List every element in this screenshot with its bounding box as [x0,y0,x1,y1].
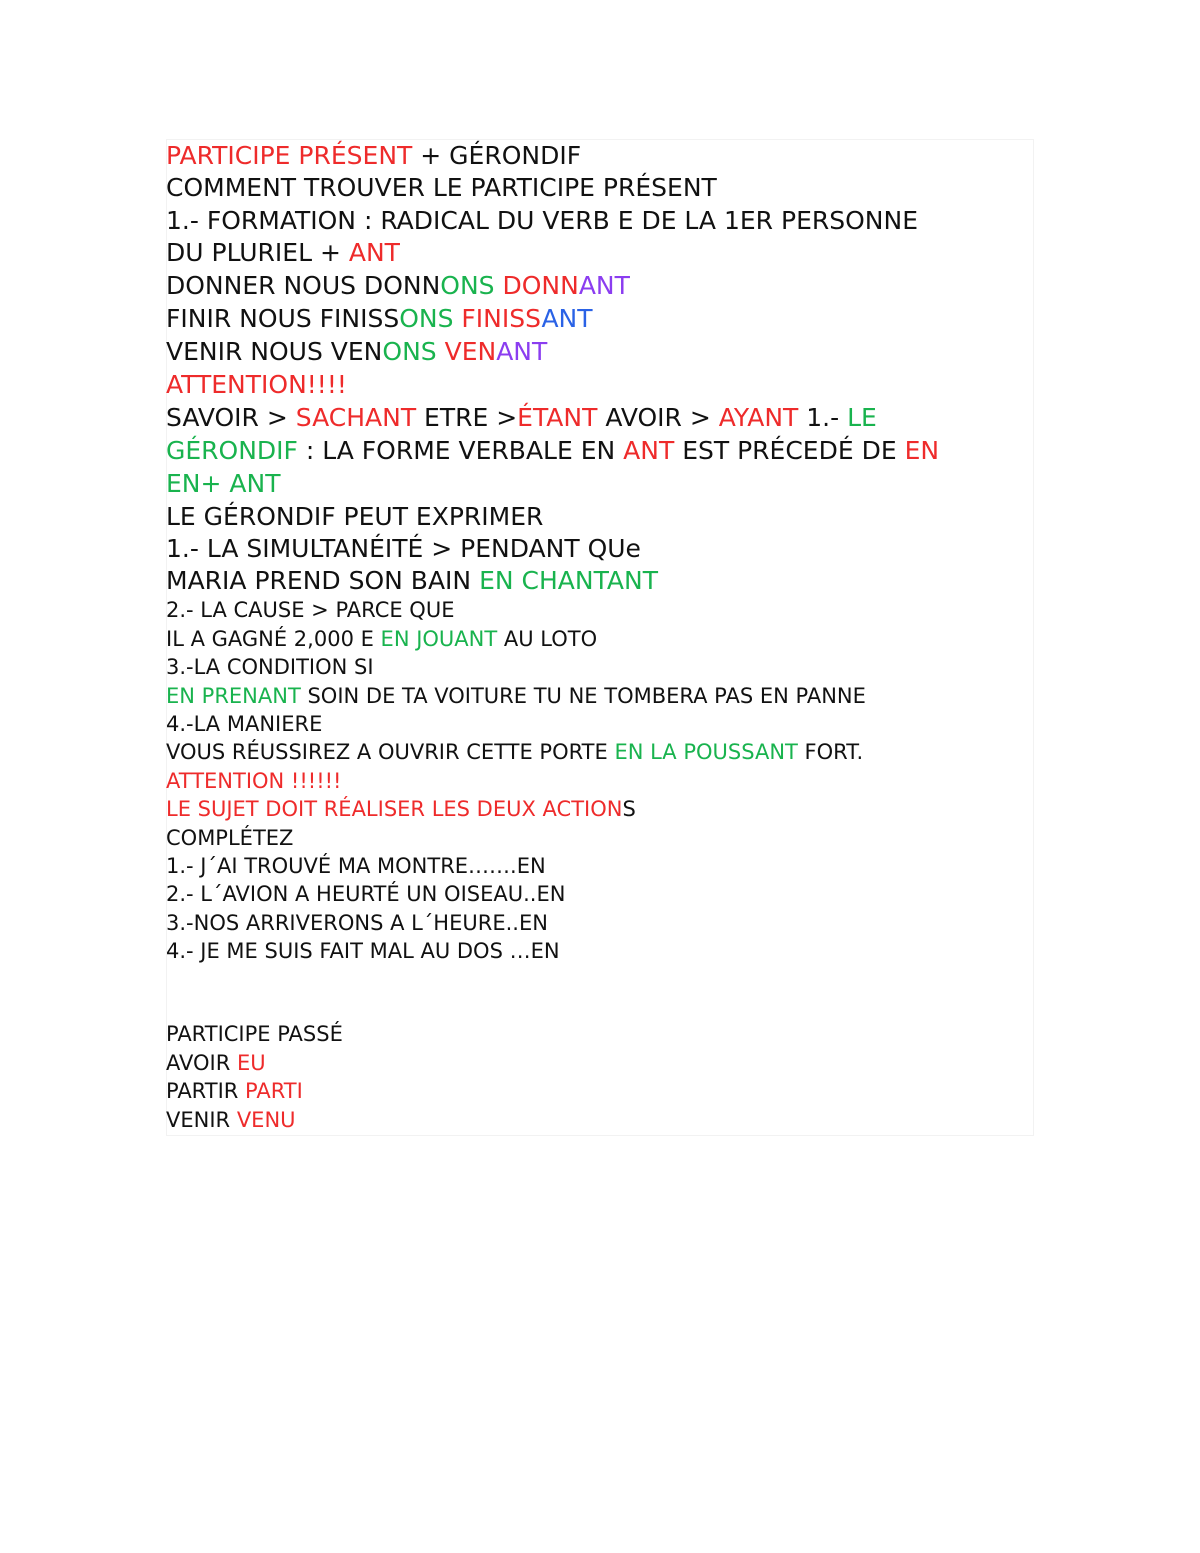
doc-line [166,438,939,463]
line-segment: 1.- LA SIMULTANÉITÉ > PENDANT QUe [166,534,641,563]
line-segment: SOIN DE TA VOITURE TU NE TOMBERA PAS EN PANNE [300,684,866,708]
line-segment: 4.- JE ME SUIS FAIT MAL AU DOS …EN [166,939,560,963]
line-segment: ÉTANT [517,403,598,432]
line-segment: 3.-LA CONDITION SI [166,655,374,679]
line-segment: ANT [348,238,400,267]
line-segment: IL A GAGNÉ 2,000 E [166,627,381,651]
line-segment: EN LA POUSSANT [614,740,798,764]
doc-line [166,568,658,593]
line-segment: AYANT [718,403,799,432]
doc-line [166,273,630,298]
line-segment: EN PRENANT [166,684,301,708]
doc-line [166,742,863,763]
line-segment: 1.- [798,403,848,432]
line-segment: ONS [382,337,437,366]
line-segment: COMPLÉTEZ [166,826,294,850]
doc-line [166,240,400,265]
line-segment: EN [904,436,940,465]
line-segment: 1.- FORMATION : RADICAL DU VERB E DE LA 1ER PERSONNE [166,206,918,235]
doc-line [166,714,322,735]
doc-line [166,799,636,820]
line-segment: SACHANT [295,403,417,432]
line-segment: DONN [502,271,579,300]
line-segment: ETRE > [416,403,518,432]
line-segment: 2.- L´AVION A HEURTÉ UN OISEAU..EN [166,882,566,906]
doc-line [166,657,374,678]
doc-line [166,143,581,168]
doc-line [166,856,546,877]
line-segment: EN JOUANT [380,627,498,651]
line-segment: VOUS RÉUSSIREZ A OUVRIR CETTE PORTE [166,740,615,764]
line-segment: LE GÉRONDIF PEUT EXPRIMER [166,502,544,531]
line-segment: FINIR NOUS FINISS [166,304,400,333]
line-segment: LE [847,403,877,432]
line-segment: S [622,797,636,821]
line-segment: 3.-NOS ARRIVERONS A L´HEURE..EN [166,911,548,935]
line-segment: FINISS [461,304,542,333]
line-segment: VEN [444,337,497,366]
doc-line [166,1110,296,1131]
line-segment: VENU [236,1108,296,1132]
line-segment: ANT [578,271,630,300]
line-segment: PARTI [245,1079,303,1103]
line-segment: 1.- J´AI TROUVÉ MA MONTRE…….EN [166,854,546,878]
line-segment: SAVOIR > [166,403,296,432]
line-segment: DU PLURIEL + [166,238,349,267]
doc-line [166,629,597,650]
line-segment: + GÉRONDIF [412,141,582,170]
line-segment: PARTICIPE PASSÉ [166,1022,343,1046]
doc-line [166,339,547,364]
doc-line [166,405,877,430]
doc-line [166,372,347,397]
line-segment: ATTENTION!!!! [166,370,347,399]
doc-line [166,686,866,707]
doc-line [166,1053,266,1074]
doc-line [166,504,543,529]
line-segment: AVOIR [166,1051,238,1075]
line-segment: ANT [541,304,593,333]
line-segment: ONS [440,271,495,300]
doc-line [166,471,280,496]
line-segment [437,337,445,366]
line-segment: ANT [623,436,675,465]
line-segment: AVOIR > [597,403,719,432]
doc-line [166,175,717,200]
line-segment: FORT. [797,740,864,764]
line-segment: : LA FORME VERBALE EN [297,436,624,465]
doc-line [166,771,341,792]
doc-line [166,600,454,621]
line-segment: EN CHANTANT [479,566,658,595]
line-segment: VENIR [166,1108,237,1132]
doc-line [166,306,593,331]
line-segment: DONNER NOUS DONN [166,271,441,300]
line-segment: COMMENT TROUVER LE PARTICIPE PRÉSENT [166,173,717,202]
doc-line [166,941,560,962]
line-segment: LE SUJET DOIT RÉALISER LES DEUX ACTION [166,797,623,821]
line-segment: PARTIR [166,1079,246,1103]
line-segment: VENIR NOUS VEN [166,337,383,366]
line-segment: EU [237,1051,266,1075]
doc-line [166,884,565,905]
line-segment: EST PRÉCEDÉ DE [674,436,905,465]
line-segment: AU LOTO [497,627,598,651]
doc-line [166,828,293,849]
doc-line [166,913,548,934]
line-segment: ANT [496,337,548,366]
line-segment: 2.- LA CAUSE > PARCE QUE [166,598,455,622]
line-segment: ATTENTION !!!!!! [166,769,342,793]
line-segment: MARIA PREND SON BAIN [166,566,480,595]
line-segment: PARTICIPE PRÉSENT [166,141,413,170]
line-segment: EN+ ANT [166,469,281,498]
line-segment: GÉRONDIF [166,436,298,465]
doc-line [166,208,918,233]
doc-line [166,536,641,561]
doc-line [166,1024,343,1045]
line-segment: ONS [399,304,454,333]
doc-line [166,1081,303,1102]
line-segment: 4.-LA MANIERE [166,712,323,736]
